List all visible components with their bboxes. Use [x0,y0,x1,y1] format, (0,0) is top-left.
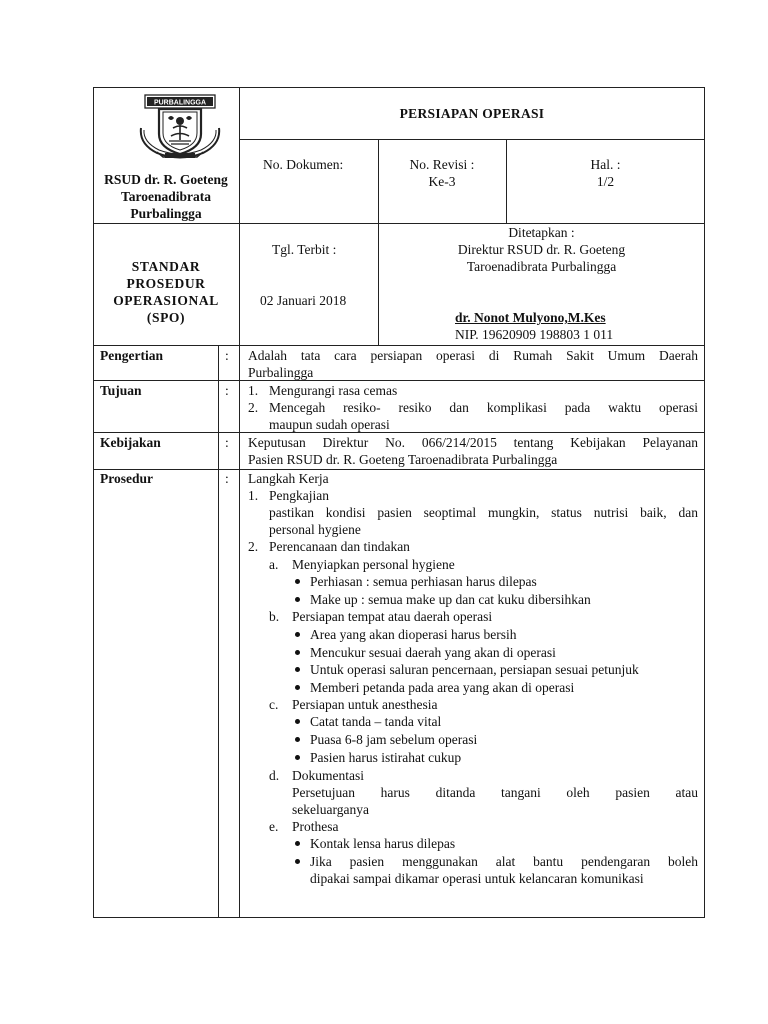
pengertian-row-divider [93,380,705,381]
director-nip: NIP. 19620909 198803 1 011 [455,327,614,342]
substep-e-title: Prothesa [292,819,339,834]
bullet-icon [295,579,300,584]
substep-a-bullet-2: Make up : semua make up dan cat kuku dibersihkan [310,592,591,607]
prosedur-colon: : [225,471,229,486]
tujuan-label: Tujuan [100,383,142,398]
colon-column-divider [218,345,219,918]
tujuan-number-1: 1. [248,383,259,398]
tujuan-colon: : [225,383,229,398]
title-row-divider [239,139,705,140]
hospital-name-line1: RSUD dr. R. Goeteng [104,172,228,187]
spo-line1: STANDAR [131,259,201,274]
bullet-icon [295,755,300,760]
kebijakan-label: Kebijakan [100,435,161,450]
set-by-label: Ditetapkan : [508,225,575,240]
substep-e-bullet-2-line2: dipakai sampai dikamar operasi untuk kelancaran komunikasi [310,871,644,886]
spo-row-divider [93,345,705,346]
tujuan-number-2: 2. [248,400,259,415]
bullet-icon [295,859,300,864]
step-2-number: 2. [248,539,259,554]
substep-b-bullet-2: Mencukur sesuai daerah yang akan di operasi [310,645,556,660]
issue-date-value: 02 Januari 2018 [260,293,347,308]
substep-a-bullet-1: Perhiasan : semua perhiasan harus dilepas [310,574,537,589]
substep-c-bullet-3: Pasien harus istirahat cukup [310,750,462,765]
step-1-text-line2: personal hygiene [269,522,361,537]
substep-c-letter: c. [269,697,279,712]
substep-d-letter: d. [269,768,280,783]
substep-c-title: Persiapan untuk anesthesia [292,697,438,712]
purbalingga-logo [135,94,225,160]
tujuan-item-2-line1: Mencegah resiko- resiko dan komplikasi pada waktu operasi [269,400,698,415]
tujuan-item-1: Mengurangi rasa cemas [269,383,398,398]
substep-d-title: Dokumentasi [292,768,364,783]
spo-line4: (SPO) [146,310,186,325]
director-title-line2: Taroenadibrata Purbalingga [466,259,617,274]
bullet-icon [295,632,300,637]
substep-d-text-line1: Persetujuan harus ditanda tangani oleh pasien atau [292,785,698,800]
document-number-label: No. Dokumen: [263,157,344,172]
hospital-name-line3: Purbalingga [130,206,202,221]
step-1-number: 1. [248,488,259,503]
bullet-icon [295,685,300,690]
prosedur-label: Prosedur [100,471,153,486]
substep-a-title: Menyiapkan personal hygiene [292,557,455,572]
page-label: Hal. : [590,157,621,172]
document-title: PERSIAPAN OPERASI [399,106,545,121]
substep-e-bullet-1: Kontak lensa harus dilepas [310,836,456,851]
pengertian-text-line2: Purbalingga [248,365,314,380]
prosedur-intro: Langkah Kerja [248,471,329,486]
issue-date-label: Tgl. Terbit : [272,242,337,257]
substep-e-letter: e. [269,819,279,834]
bullet-icon [295,841,300,846]
substep-c-bullet-1: Catat tanda – tanda vital [310,714,442,729]
director-title-line1: Direktur RSUD dr. R. Goeteng [457,242,626,257]
bullet-icon [295,737,300,742]
substep-c-bullet-2: Puasa 6-8 jam sebelum operasi [310,732,478,747]
substep-b-bullet-3: Untuk operasi saluran pencernaan, persiapan sesuai petunjuk [310,662,639,677]
tujuan-row-divider [93,432,705,433]
revision-value: Ke-3 [428,174,456,189]
kebijakan-colon: : [225,435,229,450]
tujuan-item-2-line2: maupun sudah operasi [269,417,390,432]
substep-e-bullet-2-line1: Jika pasien menggunakan alat bantu pendengaran boleh [310,854,698,869]
bullet-icon [295,667,300,672]
pengertian-text-line1: Adalah tata cara persiapan operasi di Rumah Sakit Umum Daerah [248,348,698,363]
pengertian-label: Pengertian [100,348,163,363]
bullet-icon [295,597,300,602]
substep-b-letter: b. [269,609,280,624]
kebijakan-text-line2: Pasien RSUD dr. R. Goeteng Taroenadibrata Purbalingga [248,452,558,467]
pengertian-colon: : [225,348,229,363]
revision-label: No. Revisi : [409,157,475,172]
spo-line3: OPERASIONAL [113,293,219,308]
director-name: dr. Nonot Mulyono,M.Kes [455,310,606,325]
substep-b-bullet-4: Memberi petanda pada area yang akan di operasi [310,680,575,695]
logo-banner-text: PURBALINGGA [153,99,207,107]
step-1-text-line1: pastikan kondisi pasien seoptimal mungkin, status nutrisi baik, dan [269,505,698,520]
substep-b-bullet-1: Area yang akan dioperasi harus bersih [310,627,517,642]
spo-line2: PROSEDUR [126,276,206,291]
page-value: 1/2 [596,174,615,189]
substep-d-text-line2: sekeluarganya [292,802,369,817]
hospital-name-line2: Taroenadibrata [120,189,212,204]
kebijakan-text-line1: Keputusan Direktur No. 066/214/2015 tentang Kebijakan Pelayanan [248,435,698,450]
main-column-divider [239,87,240,918]
step-2-title: Perencanaan dan tindakan [269,539,410,554]
step-1-title: Pengkajian [269,488,329,503]
bullet-icon [295,719,300,724]
substep-b-title: Persiapan tempat atau daerah operasi [292,609,493,624]
substep-a-letter: a. [269,557,279,572]
bullet-icon [295,650,300,655]
kebijakan-row-divider [93,469,705,470]
